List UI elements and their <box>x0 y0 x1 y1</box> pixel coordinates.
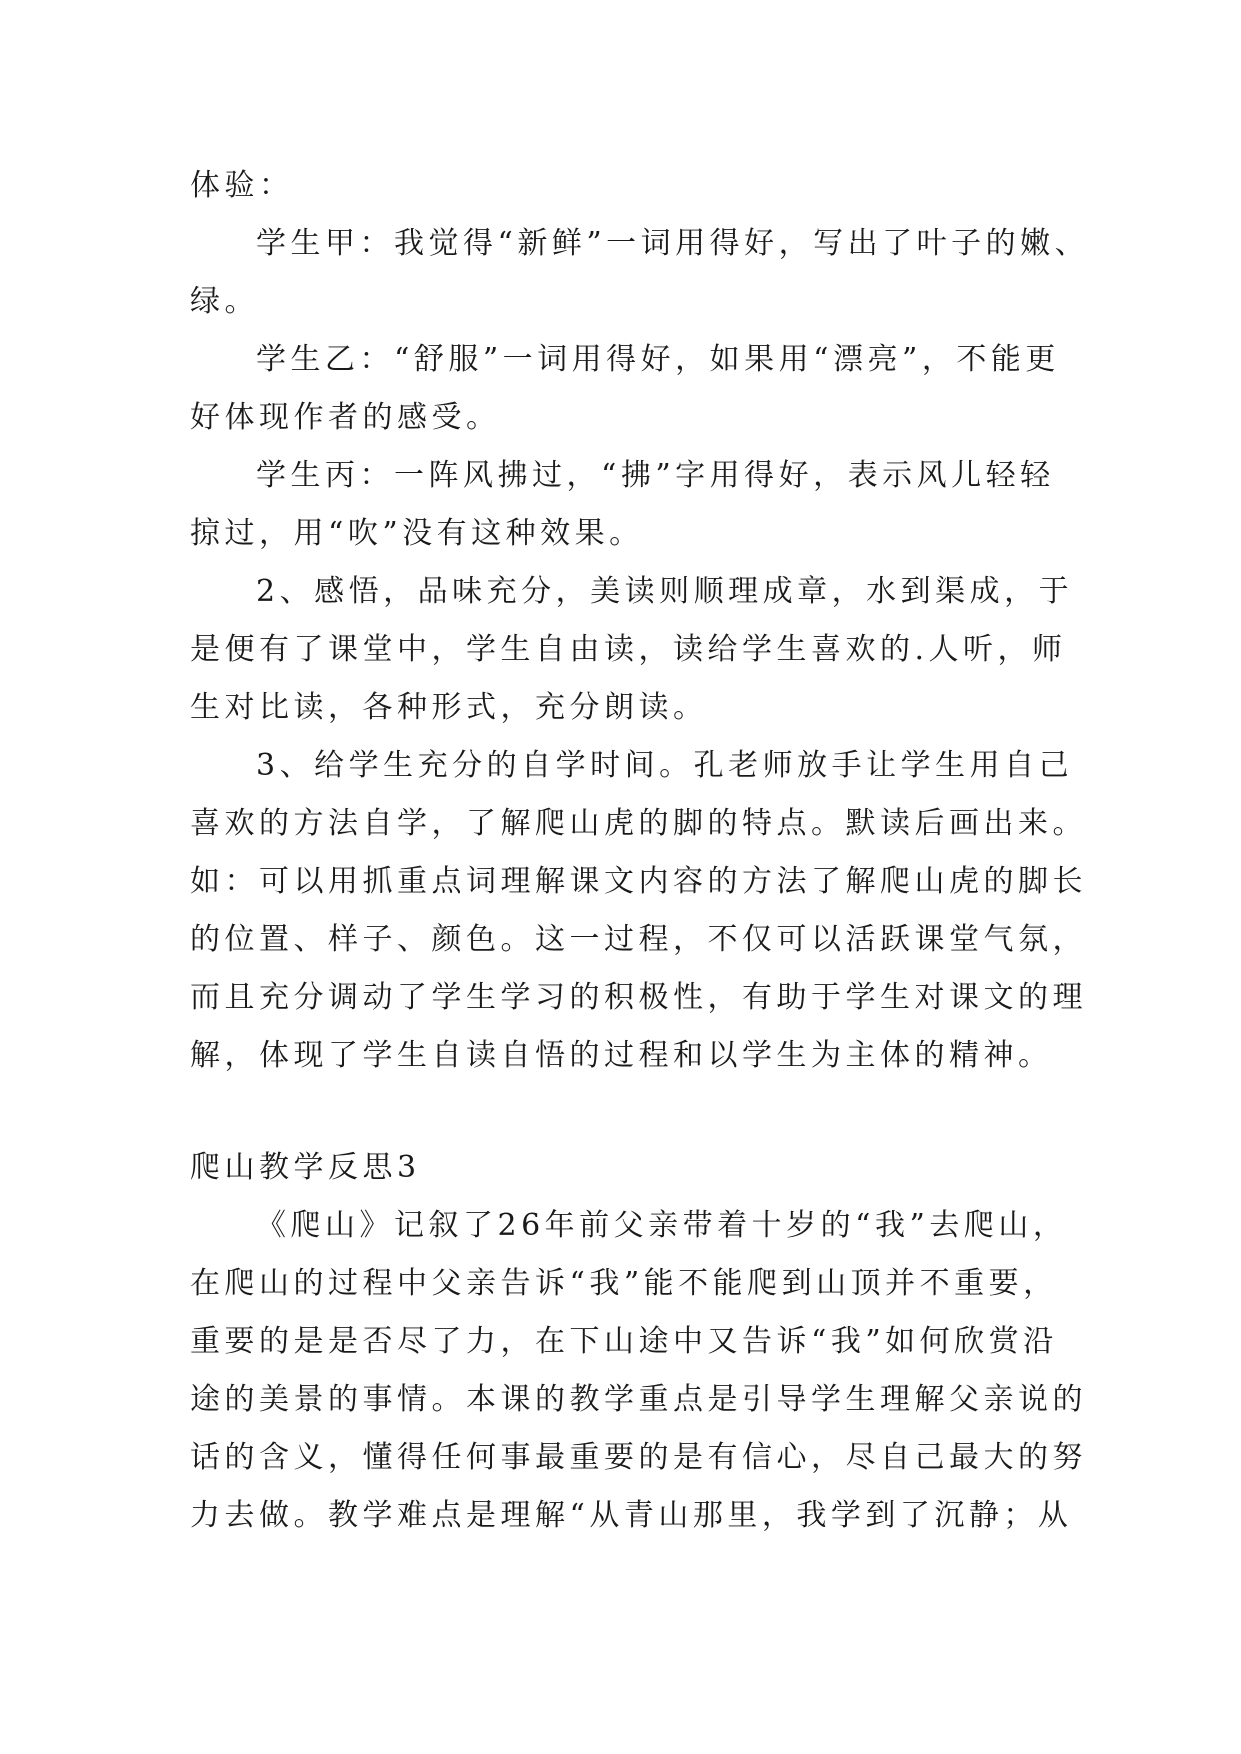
text-line: 途的美景的事情。本课的教学重点是引导学生理解父亲说的 <box>190 1382 1087 1417</box>
text-line: 喜欢的方法自学，了解爬山虎的脚的特点。默读后画出来。 <box>190 806 1087 841</box>
text-line: 好体现作者的感受。 <box>190 400 501 435</box>
text-line: 的位置、样子、颜色。这一过程，不仅可以活跃课堂气氛， <box>190 922 1087 957</box>
text-line: 生对比读，各种形式，充分朗读。 <box>190 690 708 725</box>
text-line: 如：可以用抓重点词理解课文内容的方法了解爬山虎的脚长 <box>190 864 1087 899</box>
section-heading: 爬山教学反思3 <box>190 1150 421 1185</box>
text-line: 2、感悟，品味充分，美读则顺理成章，水到渠成，于 <box>256 574 1074 609</box>
text-line: 是便有了课堂中，学生自由读，读给学生喜欢的.人听，师 <box>190 632 1067 667</box>
text-line: 学生乙：“舒服”一词用得好，如果用“漂亮”，不能更 <box>256 342 1060 377</box>
text-line: 3、给学生充分的自学时间。孔老师放手让学生用自己 <box>256 748 1074 783</box>
text-line: 话的含义，懂得任何事最重要的是有信心，尽自己最大的努 <box>190 1440 1087 1475</box>
text-line: 学生丙：一阵风拂过，“拂”字用得好，表示风儿轻轻 <box>256 458 1055 493</box>
text-line: 《爬山》记叙了26年前父亲带着十岁的“我”去爬山， <box>256 1208 1068 1243</box>
text-line: 在爬山的过程中父亲告诉“我”能不能爬到山顶并不重要， <box>190 1266 1058 1301</box>
text-line: 解，体现了学生自读自悟的过程和以学生为主体的精神。 <box>190 1038 1053 1073</box>
text-line: 体验： <box>190 168 294 203</box>
text-line: 力去做。教学难点是理解“从青山那里，我学到了沉静；从 <box>190 1498 1073 1533</box>
text-line: 而且充分调动了学生学习的积极性，有助于学生对课文的理 <box>190 980 1087 1015</box>
text-line: 绿。 <box>190 284 259 319</box>
text-line: 掠过，用“吹”没有这种效果。 <box>190 516 644 551</box>
text-line: 学生甲：我觉得“新鲜”一词用得好，写出了叶子的嫩、 <box>256 226 1090 261</box>
text-line: 重要的是是否尽了力，在下山途中又告诉“我”如何欣赏沿 <box>190 1324 1058 1359</box>
